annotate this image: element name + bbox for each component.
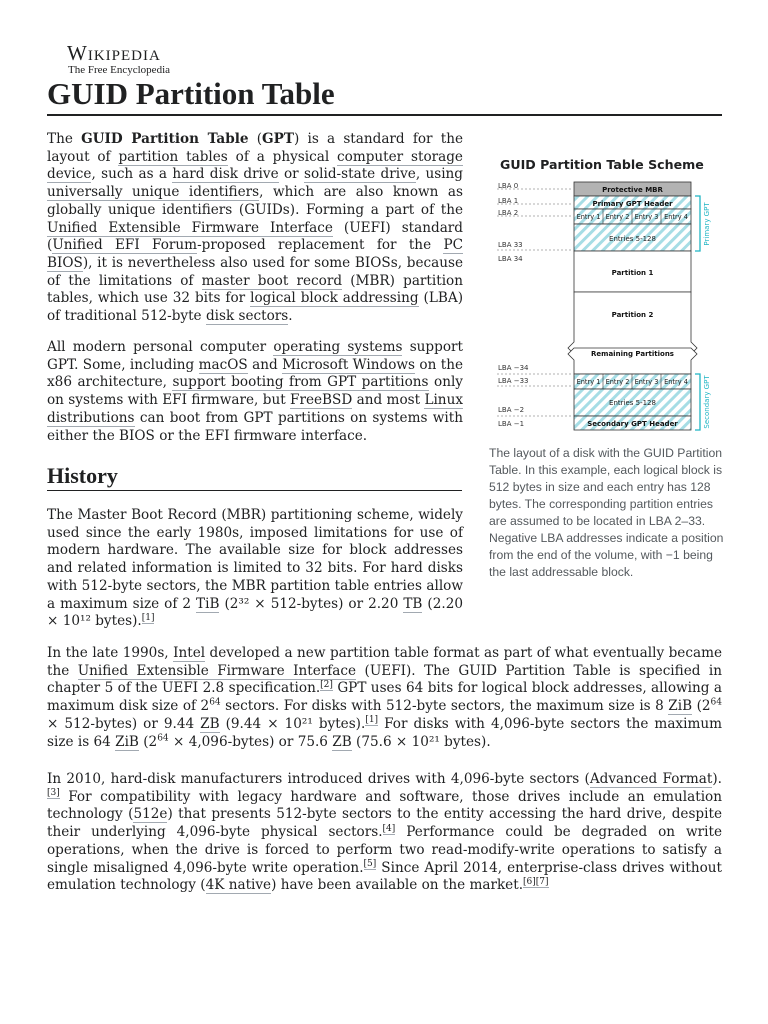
- link-computer-storage-device[interactable]: computer storage device: [47, 148, 463, 183]
- lba-label: LBA 1: [498, 197, 519, 205]
- link-intel[interactable]: Intel: [173, 645, 206, 661]
- primary-gpt-bracket: [695, 196, 700, 251]
- lba-label: LBA 34: [498, 255, 523, 263]
- protective-mbr-label: Protective MBR: [602, 186, 663, 194]
- superscript: 64: [157, 732, 169, 743]
- link-unified-efi-forum[interactable]: Unified EFI Forum: [52, 237, 198, 254]
- title-divider: [47, 114, 722, 116]
- lba-label: LBA −33: [498, 377, 529, 385]
- primary-gpt-header-label: Primary GPT Header: [592, 200, 673, 208]
- entries-range-label: Entries 5-128: [609, 235, 656, 243]
- bold-term: GUID Partition Table: [81, 131, 249, 147]
- link-hard-disk-drive[interactable]: hard disk drive: [172, 166, 279, 183]
- entry-label: Entry 4: [664, 378, 688, 386]
- link-tib[interactable]: TiB: [196, 595, 220, 612]
- partition-1-label: Partition 1: [611, 269, 654, 277]
- link-master-boot-record[interactable]: master boot record: [201, 272, 343, 289]
- remaining-partitions-label: Remaining Partitions: [591, 350, 674, 358]
- link-tb[interactable]: TB: [403, 595, 423, 612]
- partition-2-label: Partition 2: [611, 311, 654, 319]
- history-heading: History: [47, 463, 118, 488]
- link-zb[interactable]: ZB: [332, 733, 352, 750]
- entry-label: Entry 1: [576, 213, 601, 221]
- citation-link[interactable]: [3]: [47, 788, 60, 799]
- lba-label: LBA 2: [498, 209, 519, 217]
- secondary-gpt-bracket: [695, 374, 700, 430]
- secondary-gpt-header-label: Secondary GPT Header: [587, 420, 678, 428]
- history-paragraph-1: The Master Boot Record (MBR) partitioning scheme, widely used since the early 1980s, imposed limitations for use of modern hardware. The available size for block addresses and related information is limited to 32 bits. For hard disks with 512-byte sectors, the MBR partition table entries allow a maximum size of 2 TiB (2³² × 512-bytes) or 2.20 TB (2.20 × 10¹² bytes).[1]: [47, 507, 463, 630]
- citation-link[interactable]: [2]: [320, 679, 333, 690]
- wikipedia-logo[interactable]: [67, 42, 170, 76]
- figure-title: GUID Partition Table Scheme: [500, 157, 704, 172]
- superscript: 64: [209, 697, 221, 708]
- link-zib[interactable]: ZiB: [115, 733, 139, 750]
- link-uefi[interactable]: Unified Extensible Firmware Interface: [77, 662, 357, 679]
- link-uefi[interactable]: Unified Extensible Firmware Interface: [47, 219, 333, 236]
- history-paragraph-3: In 2010, hard-disk manufacturers introduced drives with 4,096-byte sectors (Advanced Format).[3] For compatibility with legacy hardware and software, those drives include an emulation technology (512e) that presents 512-byte sectors to the entity accessing the hard drive, despite their underlying 4,096-byte physical sectors.[4] Performance could be degraded on write operations, when the drive is forced to perform two read-modify-write operations to satisfy a single misaligned 4,096-byte write operation.[5] Since April 2014, enterprise-class drives without emulation technology (4K native) have been available on the market.[6][7]: [47, 771, 722, 894]
- link-solid-state-drive[interactable]: solid-state drive: [304, 166, 416, 183]
- entry-label: Entry 2: [605, 213, 630, 221]
- link-partition-tables[interactable]: partition tables: [118, 148, 228, 165]
- lba-label: LBA −34: [498, 364, 529, 372]
- citation-link[interactable]: [4]: [382, 823, 396, 834]
- link-operating-systems[interactable]: operating systems: [273, 339, 403, 355]
- intro-paragraph-1: The GUID Partition Table (GPT) is a standard for the layout of partition tables of a physical computer storage device, such as a hard disk drive or solid-state drive, using universally unique identifiers, which are also known as globally unique identifiers (GUIDs). Forming a part of the Unified Extensible Firmware Interface (UEFI) standard (Unified EFI Forum-proposed replacement for the PC BIOS), it is nevertheless also used for some BIOSs, because of the limitations of master boot record (MBR) partition tables, which use 32 bits for logical block addressing (LBA) of traditional 512-byte disk sectors.: [47, 131, 464, 325]
- link-512e[interactable]: 512e: [133, 806, 168, 823]
- lba-label: LBA 0: [498, 182, 519, 190]
- lba-label: LBA 33: [498, 241, 523, 249]
- entry-label: Entry 2: [605, 378, 630, 386]
- entry-label: Entry 3: [634, 213, 659, 221]
- link-microsoft-windows[interactable]: Microsoft Windows: [282, 356, 416, 373]
- entry-label: Entry 3: [634, 378, 659, 386]
- gpt-scheme-diagram[interactable]: [495, 178, 720, 434]
- lba-label: LBA −1: [498, 420, 525, 428]
- history-paragraph-2: In the late 1990s, Intel developed a new partition table format as part of what eventually became the Unified Extensible Firmware Interface (UEFI). The GUID Partition Table is specified in chapter 5 of the UEFI 2.8 specification.[2] GPT uses 64 bits for logical block addresses, allowing a maximum disk size of $2^{64}$ sectors. For disks with 512-byte sectors, the maximum size is 8 ZiB ($2^{64}$ × 512-bytes) or 9.44 ZB (9.44 × 10²¹ bytes).[1] For disks with 4,096-byte sectors the maximum size is 64 ZiB ($2^{64}$ × 4,096-bytes) or 75.6 ZB (75.6 × 10²¹ bytes).: [47, 645, 723, 750]
- link-freebsd[interactable]: FreeBSD: [290, 392, 353, 409]
- entries-range-label: Entries 5-128: [609, 399, 656, 407]
- secondary-gpt-label: Secondary GPT: [703, 375, 711, 429]
- entry-label: Entry 1: [576, 378, 601, 386]
- link-uuid[interactable]: universally unique identifiers: [47, 184, 260, 201]
- superscript: 64: [710, 697, 722, 708]
- logo-tagline: The Free Encyclopedia: [68, 64, 171, 76]
- citation-link[interactable]: [6]: [523, 876, 536, 887]
- link-logical-block-addressing[interactable]: logical block addressing: [250, 290, 419, 307]
- link-zb[interactable]: ZB: [200, 715, 220, 732]
- history-divider: [47, 490, 462, 491]
- figure-caption: The layout of a disk with the GUID Partition Table. In this example, each logical block is 512 bytes in size and each entry has 128 bytes. The corresponding partition entries are assumed to be located in LBA 2–33. Negative LBA addresses indicate a position from the end of the volume, with −1 being the last addressable block.: [489, 446, 724, 579]
- link-linux-distributions[interactable]: Linux distributions: [47, 392, 463, 426]
- link-zib[interactable]: ZiB: [668, 698, 693, 715]
- partition-2-block: [568, 292, 697, 354]
- intro-paragraph-2: All modern personal computer operating systems support GPT. Some, including macOS and Microsoft Windows on the x86 architecture, support booting from GPT partitions only on systems with EFI firmware, but FreeBSD and most Linux distributions can boot from GPT partitions on systems with either the BIOS or the EFI firmware interface.: [47, 339, 463, 444]
- page-title: GUID Partition Table: [47, 76, 335, 111]
- link-4k-native[interactable]: 4K native: [205, 877, 272, 894]
- lba-label: LBA −2: [498, 406, 525, 414]
- logo-wordmark: Wikipedia: [67, 41, 161, 65]
- citation-link[interactable]: [1]: [365, 715, 379, 726]
- citation-link[interactable]: [1]: [141, 612, 155, 623]
- citation-link[interactable]: [7]: [535, 876, 549, 887]
- entry-label: Entry 4: [664, 213, 688, 221]
- link-gpt-booting[interactable]: support booting from GPT partitions: [172, 374, 429, 391]
- link-advanced-format[interactable]: Advanced Format: [589, 771, 713, 787]
- citation-link[interactable]: [5]: [363, 858, 377, 869]
- bold-term: GPT: [262, 131, 294, 147]
- link-pc-bios[interactable]: PC BIOS: [47, 237, 463, 271]
- link-disk-sectors[interactable]: disk sectors: [205, 308, 289, 325]
- primary-gpt-label: Primary GPT: [703, 202, 711, 246]
- link-macos[interactable]: macOS: [198, 356, 248, 373]
